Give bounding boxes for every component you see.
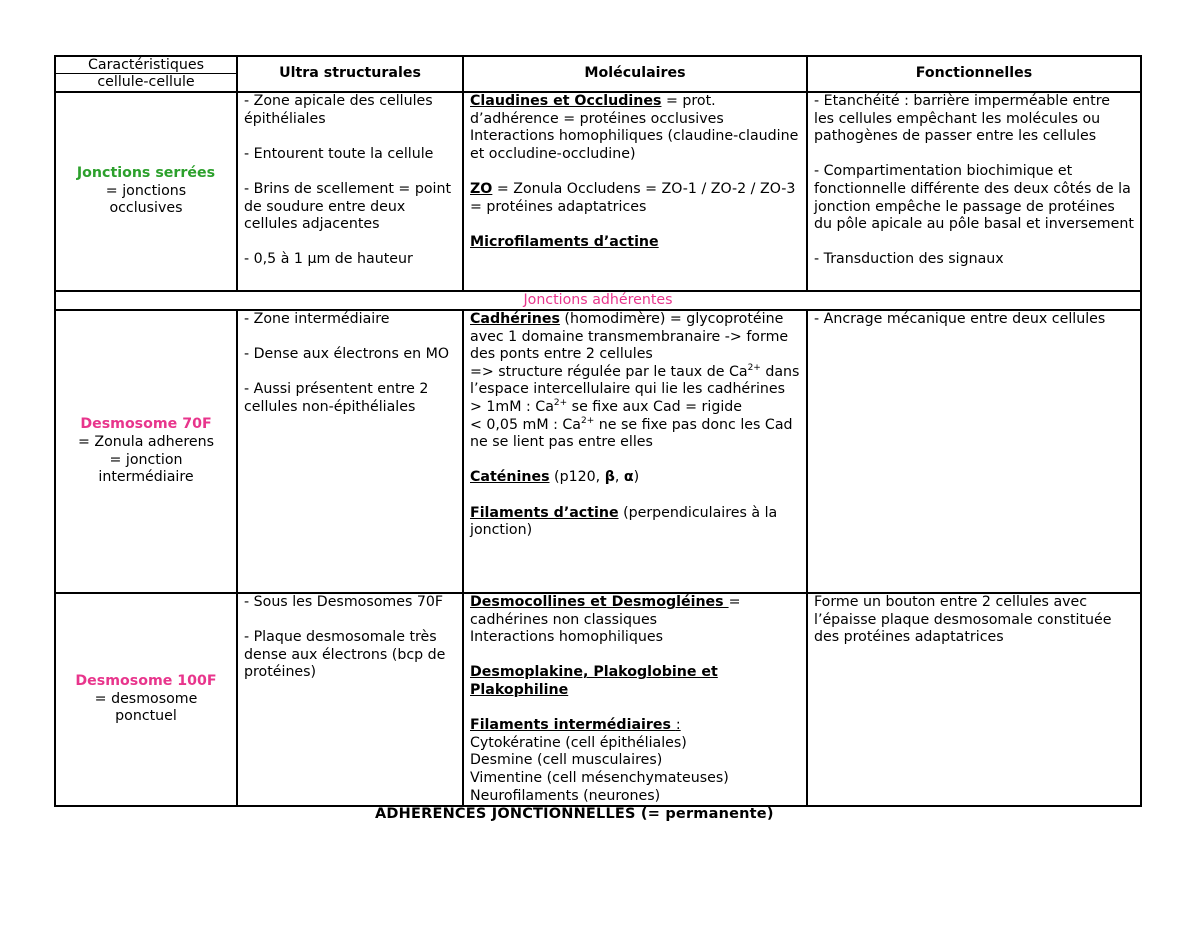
fi-item-1: Cytokératine (cell épithéliales)	[470, 734, 687, 751]
catenines	[470, 469, 800, 487]
plak-title1: Desmoplakine, Plakoglobine et	[470, 664, 718, 681]
d70-alias3: intermédiaire	[98, 469, 194, 486]
d100-alias2: ponctuel	[115, 708, 177, 725]
d100-mol-cell	[463, 593, 807, 806]
ca-line3	[470, 417, 800, 452]
header-molecular: Moléculaires	[463, 56, 807, 92]
fil-title: Filaments d’actine	[470, 504, 619, 521]
tight-mol-cell	[463, 92, 807, 291]
d70-ultra-2: - Dense aux électrons en MO	[244, 346, 449, 363]
row-desmosome-70f	[55, 310, 1141, 593]
fi-item-3: Vimentine (cell mésenchymateuses)	[470, 769, 729, 786]
fi-colon: :	[675, 717, 681, 734]
d100-ultra-cell	[237, 593, 463, 806]
tight-ultra-3: - Brins de scellement = point de soudure entre deux cellules adjacentes	[244, 180, 452, 233]
header-characteristics-line2: cellule-cellule	[97, 74, 195, 90]
d100-func: Forme un bouton entre 2 cellules avec l’épaisse plaque desmosomale constituée des protéines adaptatrices	[814, 594, 1112, 646]
cadherines	[470, 311, 800, 364]
header-characteristics-line1: Caractéristiques	[56, 57, 236, 74]
fil-text: (perpendiculaires à la jonction)	[470, 504, 778, 539]
fi-title: Filaments intermédiaires	[470, 717, 676, 734]
header-functional: Fonctionnelles	[807, 56, 1141, 92]
ca-sup-1: 2+	[747, 362, 761, 373]
d70-alias1: = Zonula adherens	[78, 433, 214, 450]
footer-caption: ADHERENCES JONCTIONNELLES (= permanente)	[375, 806, 774, 822]
tight-ultra-cell	[237, 92, 463, 291]
d100-ultra-1: - Sous les Desmosomes 70F	[244, 594, 444, 610]
claudines-title: Claudines et Occludines	[470, 93, 662, 109]
claudines-text2: Interactions homophiliques (claudine-claudine et occludine-occludine)	[470, 128, 799, 162]
fi-item-4: Neurofilaments (neurones)	[470, 787, 661, 804]
plak-title2: Plakophiline	[470, 681, 569, 698]
dsm-text: = cadhérines non classiques	[470, 594, 741, 628]
adherent-header-cell	[55, 291, 1141, 310]
claudines-text: = prot. d’adhérence = protéines occlusives	[470, 93, 724, 127]
ca-line1	[470, 364, 800, 399]
header-row	[55, 56, 1141, 92]
zo-text: = Zonula Occludens = ZO-1 / ZO-2 / ZO-3 = protéines adaptatrices	[470, 180, 796, 215]
actine-title: Microfilaments d’actine	[470, 233, 659, 250]
row-desmosome-100f	[55, 593, 1141, 806]
filaments-actine	[470, 505, 800, 540]
ca-sup-2: 2+	[553, 397, 568, 408]
tight-alias1: = jonctions	[105, 182, 187, 199]
desmocollines	[470, 594, 800, 629]
tight-func-cell	[807, 92, 1141, 291]
tight-name: Jonctions serrées	[76, 165, 216, 182]
header-characteristics	[55, 56, 237, 92]
d100-alias1: = desmosome	[94, 690, 198, 707]
ca-line1a: => structure régulée par le taux de Ca	[470, 363, 748, 380]
cat-comma: ,	[614, 469, 624, 486]
dsm-title: Desmocollines et Desmogléines	[470, 594, 729, 610]
d70-func-cell	[807, 310, 1141, 593]
ca-sup-3: 2+	[580, 415, 595, 426]
d70-ultra-3: - Aussi présentent entre 2 cellules non-épithéliales	[244, 381, 429, 415]
zo-title: ZO	[470, 180, 493, 197]
cad-text: (homodimère) = glycoprotéine avec 1 domaine transmembranaire -> forme des ponts entre 2 cellules	[470, 311, 789, 363]
ca-line3b: ne se fixe pas donc les Cad ne se lient pas entre elles	[470, 416, 793, 451]
junction-table	[54, 55, 1142, 807]
ca-line2b: se fixe aux Cad = rigide	[567, 398, 743, 415]
d100-label-cell	[55, 593, 237, 806]
row-adherent-header	[55, 291, 1141, 310]
tight-ultra-1: - Zone apicale des cellules épithéliales	[244, 93, 433, 127]
tight-ultra-4: - 0,5 à 1 µm de hauteur	[244, 251, 413, 268]
d70-mol-cell	[463, 310, 807, 593]
tight-func-1: - Etanchéité : barrière imperméable entre les cellules empêchant les molécules ou pathogènes de passer entre les cellules	[814, 93, 1110, 145]
d100-func-cell	[807, 593, 1141, 806]
d100-ultra-2: - Plaque desmosomale très dense aux électrons (bcp de protéines)	[244, 629, 446, 681]
alpha-symbol: α	[623, 469, 634, 486]
d70-label-cell	[55, 310, 237, 593]
tight-func-2: - Compartimentation biochimique et fonctionnelle différente des deux côtés de la jonction empêche le passage de protéines du pôle apicale au pôle basal et inversement	[814, 163, 1134, 233]
cat-text-b: )	[633, 469, 640, 486]
tight-func-3: - Transduction des signaux	[814, 251, 1004, 268]
d70-alias2: = jonction	[109, 451, 183, 468]
ca-line2	[470, 399, 800, 417]
ca-line3a: < 0,05 mM : Ca	[470, 416, 581, 433]
tight-ultra-2: - Entourent toute la cellule	[244, 145, 434, 162]
tight-alias2: occlusives	[109, 200, 183, 217]
dsm-text2: Interactions homophiliques	[470, 629, 663, 646]
header-ultra: Ultra structurales	[237, 56, 463, 92]
d70-func: - Ancrage mécanique entre deux cellules	[814, 311, 1106, 327]
cat-title: Caténines	[470, 469, 550, 486]
ca-line1b: dans l’espace intercellulaire qui lie les cadhérines	[470, 363, 800, 398]
cat-text-a: (p120,	[549, 469, 605, 486]
d100-name: Desmosome 100F	[75, 673, 217, 690]
d70-name: Desmosome 70F	[80, 416, 212, 433]
tight-label-cell	[55, 92, 237, 291]
beta-symbol: β	[604, 469, 615, 486]
adherent-header: Jonctions adhérentes	[523, 292, 673, 308]
cad-title: Cadhérines	[470, 311, 560, 327]
d70-ultra-cell	[237, 310, 463, 593]
tight-claudines	[470, 93, 800, 128]
row-tight-junctions	[55, 92, 1141, 291]
d70-ultra-1: - Zone intermédiaire	[244, 311, 390, 327]
tight-zo	[470, 181, 800, 216]
fi-item-2: Desmine (cell musculaires)	[470, 752, 663, 769]
ca-line2a: > 1mM : Ca	[470, 398, 554, 415]
fi-heading	[470, 717, 800, 735]
